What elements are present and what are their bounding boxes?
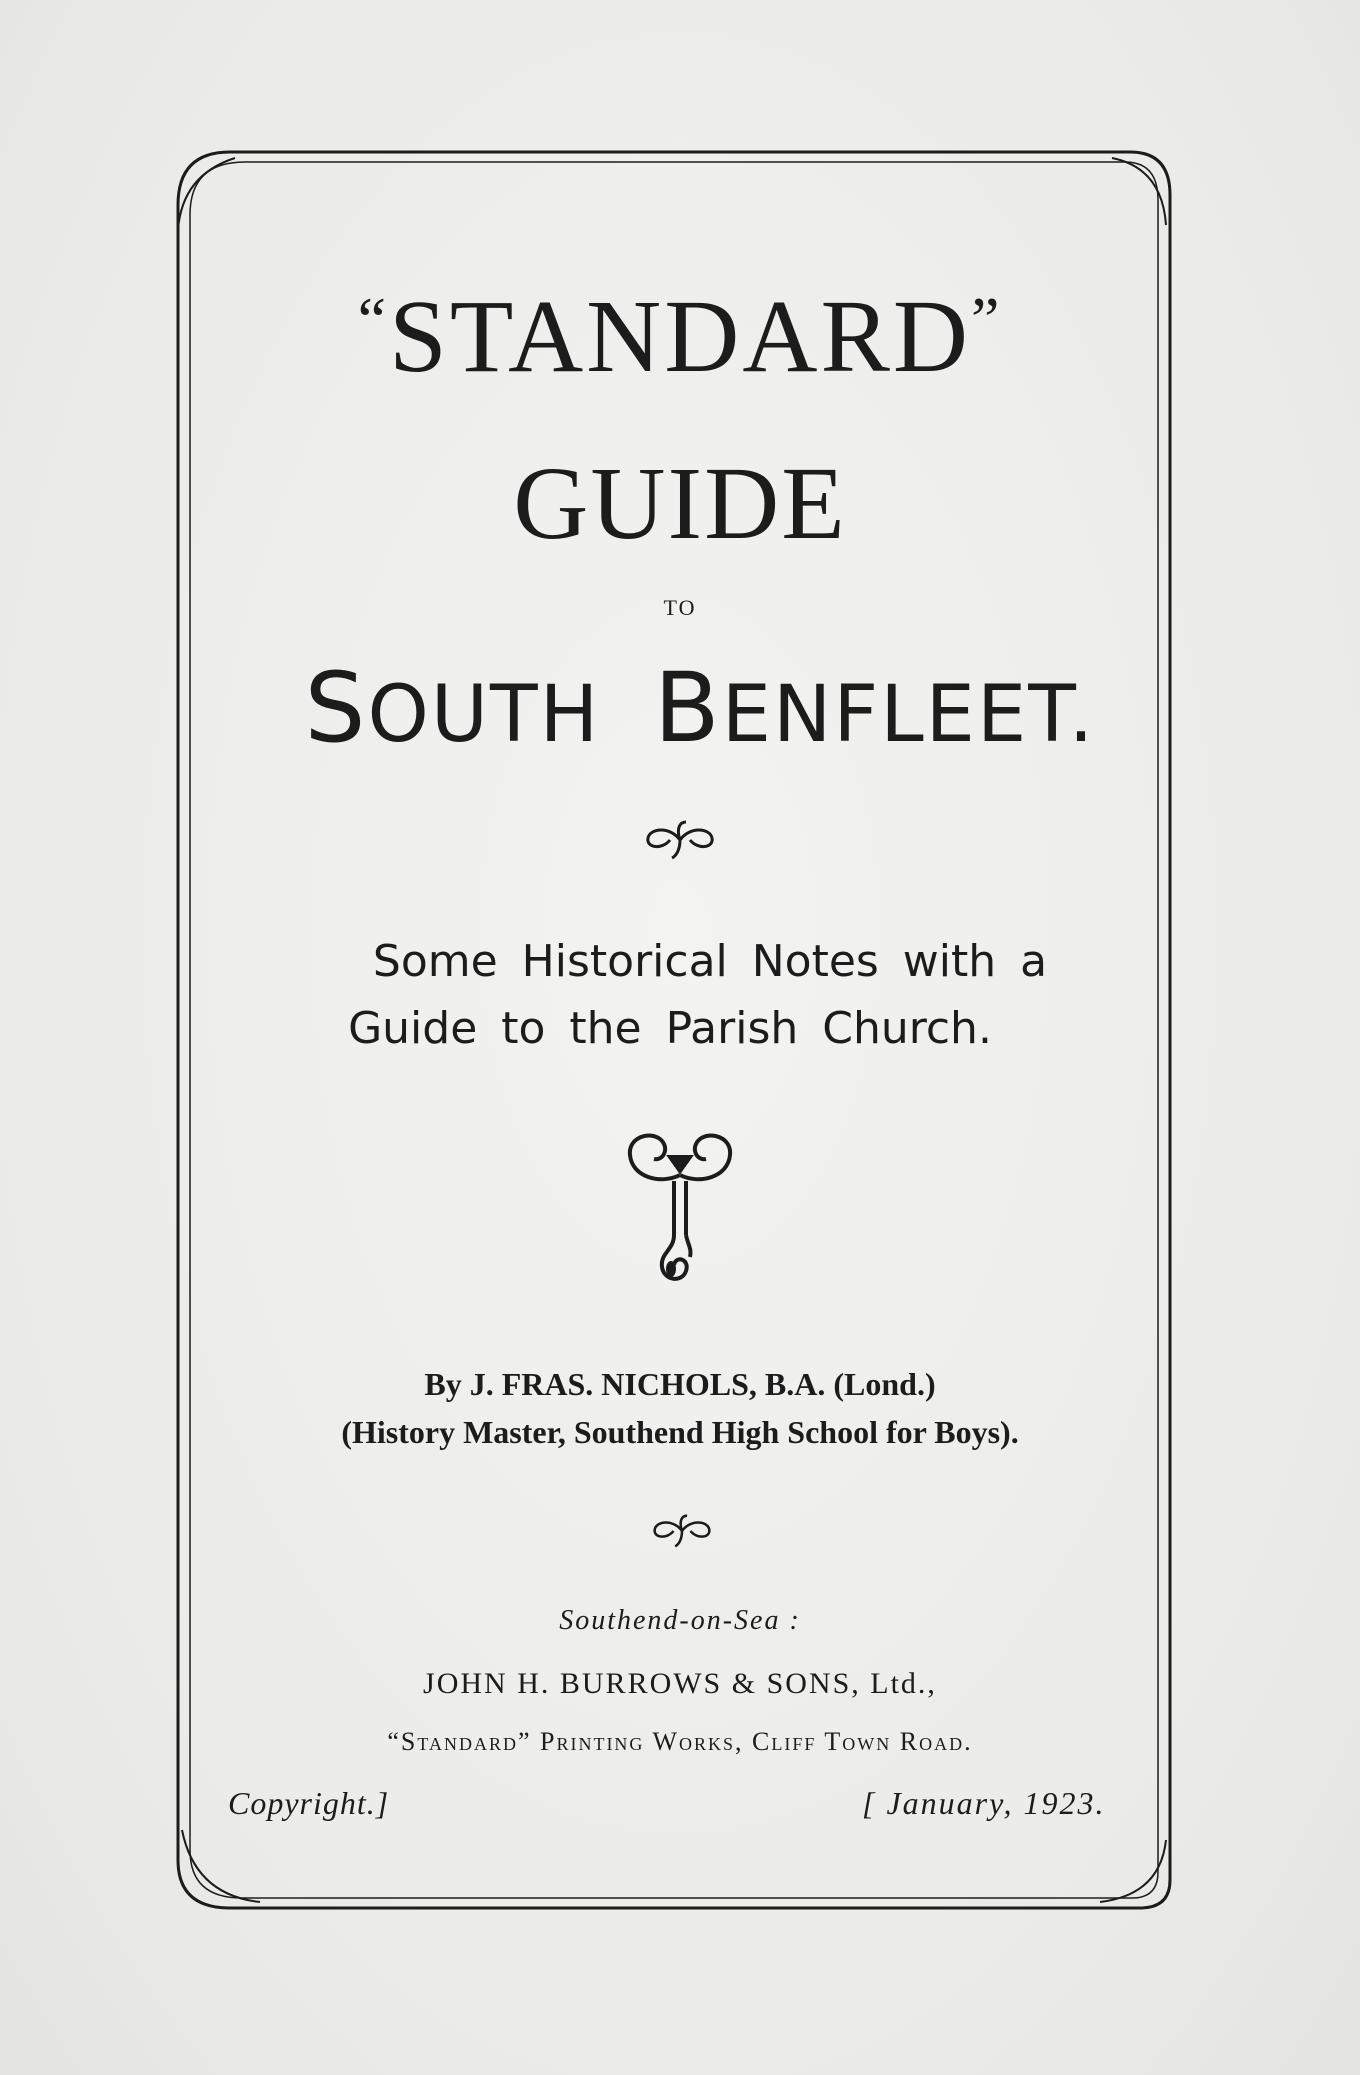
author-line: By J. FRAS. NICHOLS, B.A. (Lond.) xyxy=(424,1366,936,1402)
open-quote: “ xyxy=(357,284,390,355)
title-benfleet-rest: ENFLEET. xyxy=(721,670,1096,760)
imprint-place: Southend-on-Sea : xyxy=(559,1605,801,1636)
title-south-benfleet xyxy=(20,652,1360,764)
publisher-name: JOHN H. BURROWS & SONS, Ltd., xyxy=(423,1667,937,1700)
title-guide: GUIDE xyxy=(513,446,847,561)
subtitle-line-1: Some Historical Notes with a xyxy=(372,936,1048,987)
copyright-note: Copyright.] xyxy=(228,1785,390,1821)
printing-works: “Standard” Printing Works, Cliff Town Road. xyxy=(387,1727,973,1756)
title-south-rest: OUTH xyxy=(367,670,601,760)
scroll-ornament-icon xyxy=(620,1125,740,1295)
title-to: TO xyxy=(663,595,697,620)
close-quote: ” xyxy=(970,284,1003,355)
title-standard: STANDARD xyxy=(389,279,971,394)
fleuron-icon-2 xyxy=(648,1512,716,1550)
author-position: (History Master, Southend High School for Boys). xyxy=(341,1414,1019,1450)
publication-date: [ January, 1923. xyxy=(862,1785,1106,1821)
subtitle-line-2: Guide to the Parish Church. xyxy=(348,1003,992,1054)
fleuron-icon xyxy=(640,818,720,862)
title-initial-s: S xyxy=(304,652,368,764)
title-line-standard xyxy=(0,279,1360,394)
title-initial-b: B xyxy=(653,652,722,764)
